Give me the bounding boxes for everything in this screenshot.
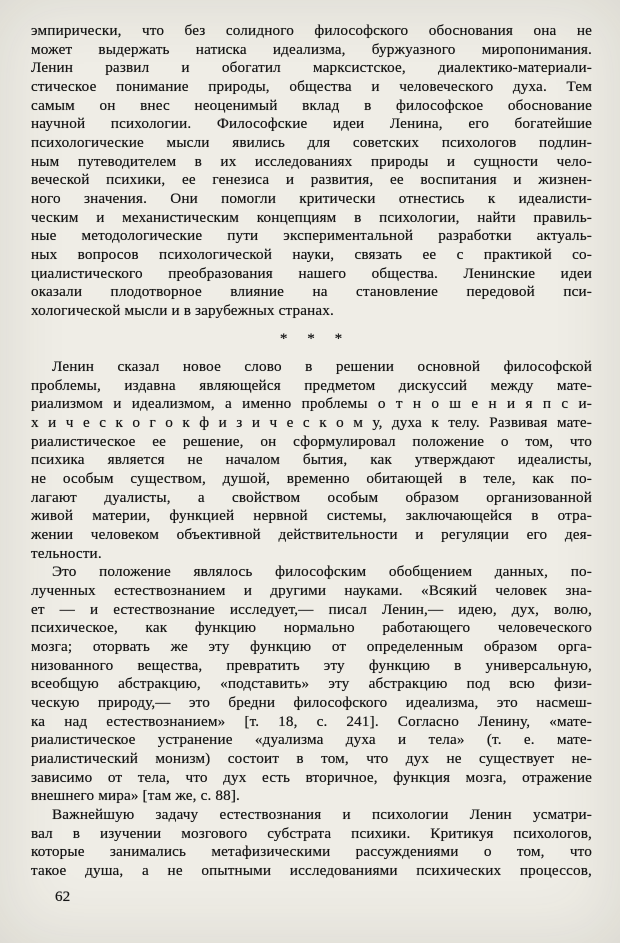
- text-line: риалистическое ее решение, он сформулировал положение о том, что: [31, 432, 592, 450]
- text-line: Это положение являлось философским обобщением данных, по-: [52, 563, 592, 581]
- text-line: тельности.: [31, 544, 102, 562]
- text-line: хологической мысли и в зарубежных странах.: [31, 301, 334, 319]
- text-line: оказали плодотворное влияние на становление передовой пси-: [31, 283, 592, 301]
- text-line: лученных естествознанием и другими науками. «Всякий человек зна-: [31, 582, 592, 600]
- text-line: Ленин сказал новое слово в решении основной философской: [52, 358, 592, 376]
- text-line: Важнейшую задачу естествознания и психологии Ленин усматри-: [52, 805, 592, 823]
- section-separator: * * *: [279, 329, 344, 347]
- text-line: внешнего мира» [там же, с. 88].: [31, 787, 240, 805]
- text-line: которые занимались метафизическими рассуждениями о том, что: [31, 843, 592, 861]
- text-line: мозга; оторвать же эту функцию от определенным образом орга-: [31, 638, 592, 655]
- text-line: зависимо от тела, что дух есть вторичное, функция мозга, отражение: [31, 768, 592, 786]
- text-line: всеобщую абстракцию, «подставить» эту абстракцию под всю физи-: [31, 675, 592, 693]
- text-line: может выдержать натиска идеализма, буржуазного миропонимания.: [31, 40, 592, 58]
- text-line: ным путеводителем в их исследованиях природы и сущности чело-: [31, 152, 592, 170]
- text-line: низованного вещества, превратить эту функцию в универсальную,: [31, 656, 592, 674]
- text-line: х и ч е с к о г о к ф и з и ч е с к о м у, духа к телу. Развивая мате-: [31, 414, 592, 432]
- text-line: ного значения. Они помогли критически отнестись к идеалисти-: [31, 189, 592, 207]
- text-line: научной психологии. Философские идеи Ленина, его богатейшие: [31, 115, 592, 133]
- paragraph: [31, 806, 592, 881]
- text-line: вал в изучении мозгового субстрата психики. Критикуя психологов,: [31, 824, 592, 842]
- text-line: самым он внес неоценимый вклад в философское обоснование: [31, 96, 592, 114]
- paragraph: [31, 22, 592, 321]
- text-line: психологические мысли явились для советских психологов подлин-: [31, 133, 592, 151]
- text-line: живой материи, функцией нервной системы, заключающейся в отра-: [31, 507, 592, 525]
- text-line: ческим и механистическим концепциям в психологии, найти правиль-: [31, 208, 592, 226]
- text-line: веческой психики, ее генезиса и развития, ее воспитания и жизнен-: [31, 171, 592, 189]
- text-line: не особым существом, душой, временно обитающей в теле, как по-: [31, 470, 592, 488]
- text-line: циалистического преобразования нашего общества. Ленинские идеи: [31, 264, 592, 282]
- text-line: Ленин развил и обогатил марксистское, диалектико-материали-: [31, 59, 592, 77]
- text-line: такое душа, а не опытными исследованиями психических процессов,: [31, 861, 592, 879]
- text-line: психика является не началом бытия, как утверждают идеалисты,: [31, 451, 592, 469]
- text-line: лагают дуалисты, а свойством особым образом организованной: [31, 488, 592, 506]
- text-line: ет — и естествознание исследует,— писал Ленин,— идею, дух, волю,: [31, 600, 592, 618]
- text-line: ческую природу,— это бредни философского идеализма, это насмеш-: [31, 693, 592, 711]
- text-line: эмпирически, что без солидного философского обоснования она не: [31, 22, 592, 39]
- text-line: психическое, как функцию нормально работающего человеческого: [31, 619, 592, 637]
- text-line: риалистическое устранение «дуализма духа и тела» (т. е. мате-: [31, 731, 592, 749]
- text-line: стическое понимание природы, общества и человеческого духа. Тем: [31, 77, 592, 95]
- text-line: ные методологические пути экспериментальной разработки актуаль-: [31, 227, 592, 245]
- text-line: жении человеком объективной действительности и регуляции его дея-: [31, 526, 592, 544]
- paragraph: [31, 358, 592, 563]
- text-line: риалистический монизм) состоит в том, что дух не существует не-: [31, 749, 592, 767]
- text-line: ных вопросов психологической науки, связать ее с практикой со-: [31, 245, 592, 263]
- text-line: риализмом и идеализмом, а именно проблемы о т н о ш е н и я п с и-: [31, 395, 592, 413]
- page-number: 62: [55, 888, 71, 905]
- text-line: ка над естествознанием» [т. 18, с. 241]. Согласно Ленину, «мате-: [31, 712, 592, 730]
- text-line: проблемы, издавна являющейся предметом дискуссий между мате-: [31, 376, 592, 394]
- text-block: [31, 22, 592, 881]
- paragraph: [31, 563, 592, 806]
